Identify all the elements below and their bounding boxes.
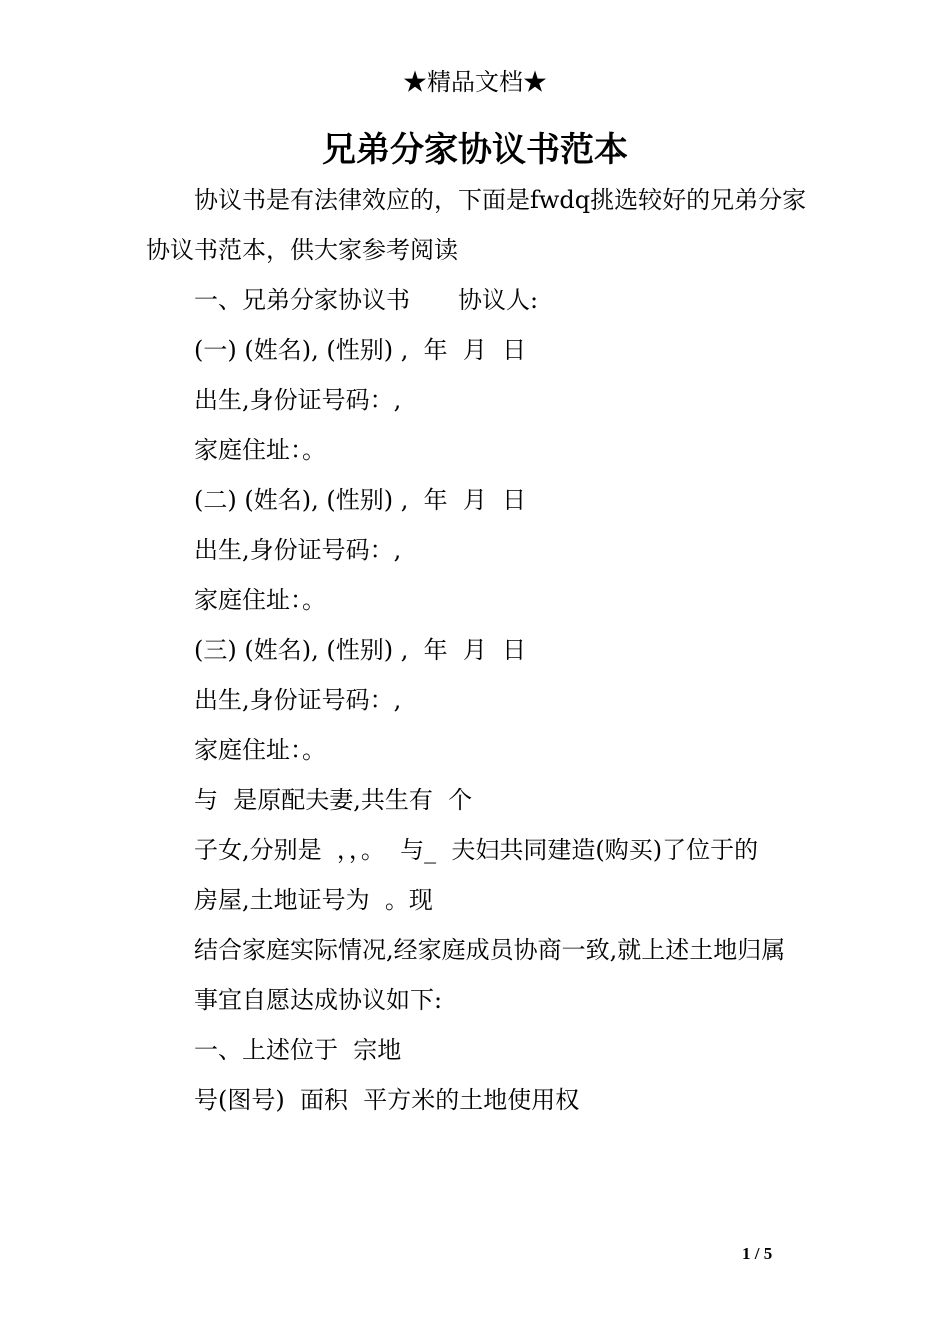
paragraph-party-3-address: 家庭住址：。 — [194, 736, 326, 764]
paragraph-party-2: (二) (姓名), (性别) , 年 月 日 — [194, 486, 527, 514]
paragraph-house: 房屋,土地证号为 。现 — [194, 886, 433, 914]
paragraph-party-1-id: 出生,身份证号码：, — [194, 386, 402, 414]
document-body — [146, 175, 810, 1125]
paragraph-party-1: (一) (姓名), (性别) , 年 月 日 — [194, 336, 527, 364]
document-title: 兄弟分家协议书范本 — [322, 130, 628, 170]
paragraph-intro: 协议书是有法律效应的，下面是fwdq挑选较好的兄弟分家协议书范本，供大家参考阅读 — [146, 186, 807, 264]
paragraph-agreement-intro: 事宜自愿达成协议如下: — [194, 986, 443, 1014]
paragraph-party-2-id: 出生,身份证号码：, — [194, 536, 402, 564]
paragraph-party-3: (三) (姓名), (性别) , 年 月 日 — [194, 636, 527, 664]
paragraph-party-2-address: 家庭住址：。 — [194, 586, 326, 614]
paragraph-marriage: 与 是原配夫妻,共生有 个 — [194, 786, 473, 814]
paragraph-party-3-id: 出生,身份证号码：, — [194, 686, 402, 714]
page-number: 1 / 5 — [742, 1244, 773, 1263]
paragraph-section-heading: 一、兄弟分家协议书 协议人: — [194, 286, 539, 314]
paragraph-children: 子女,分别是 ，，。 与_ 夫妇共同建造(购买)了位于的 — [194, 836, 759, 864]
paragraph-party-1-address: 家庭住址：。 — [194, 436, 326, 464]
header-mark: ★精品文档★ — [403, 68, 547, 96]
paragraph-clause-1-cont: 号(图号) 面积 平方米的土地使用权 — [194, 1086, 580, 1114]
paragraph-clause-1: 一、上述位于 宗地 — [194, 1036, 402, 1064]
paragraph-consensus: 结合家庭实际情况,经家庭成员协商一致,就上述土地归属 — [194, 936, 786, 964]
